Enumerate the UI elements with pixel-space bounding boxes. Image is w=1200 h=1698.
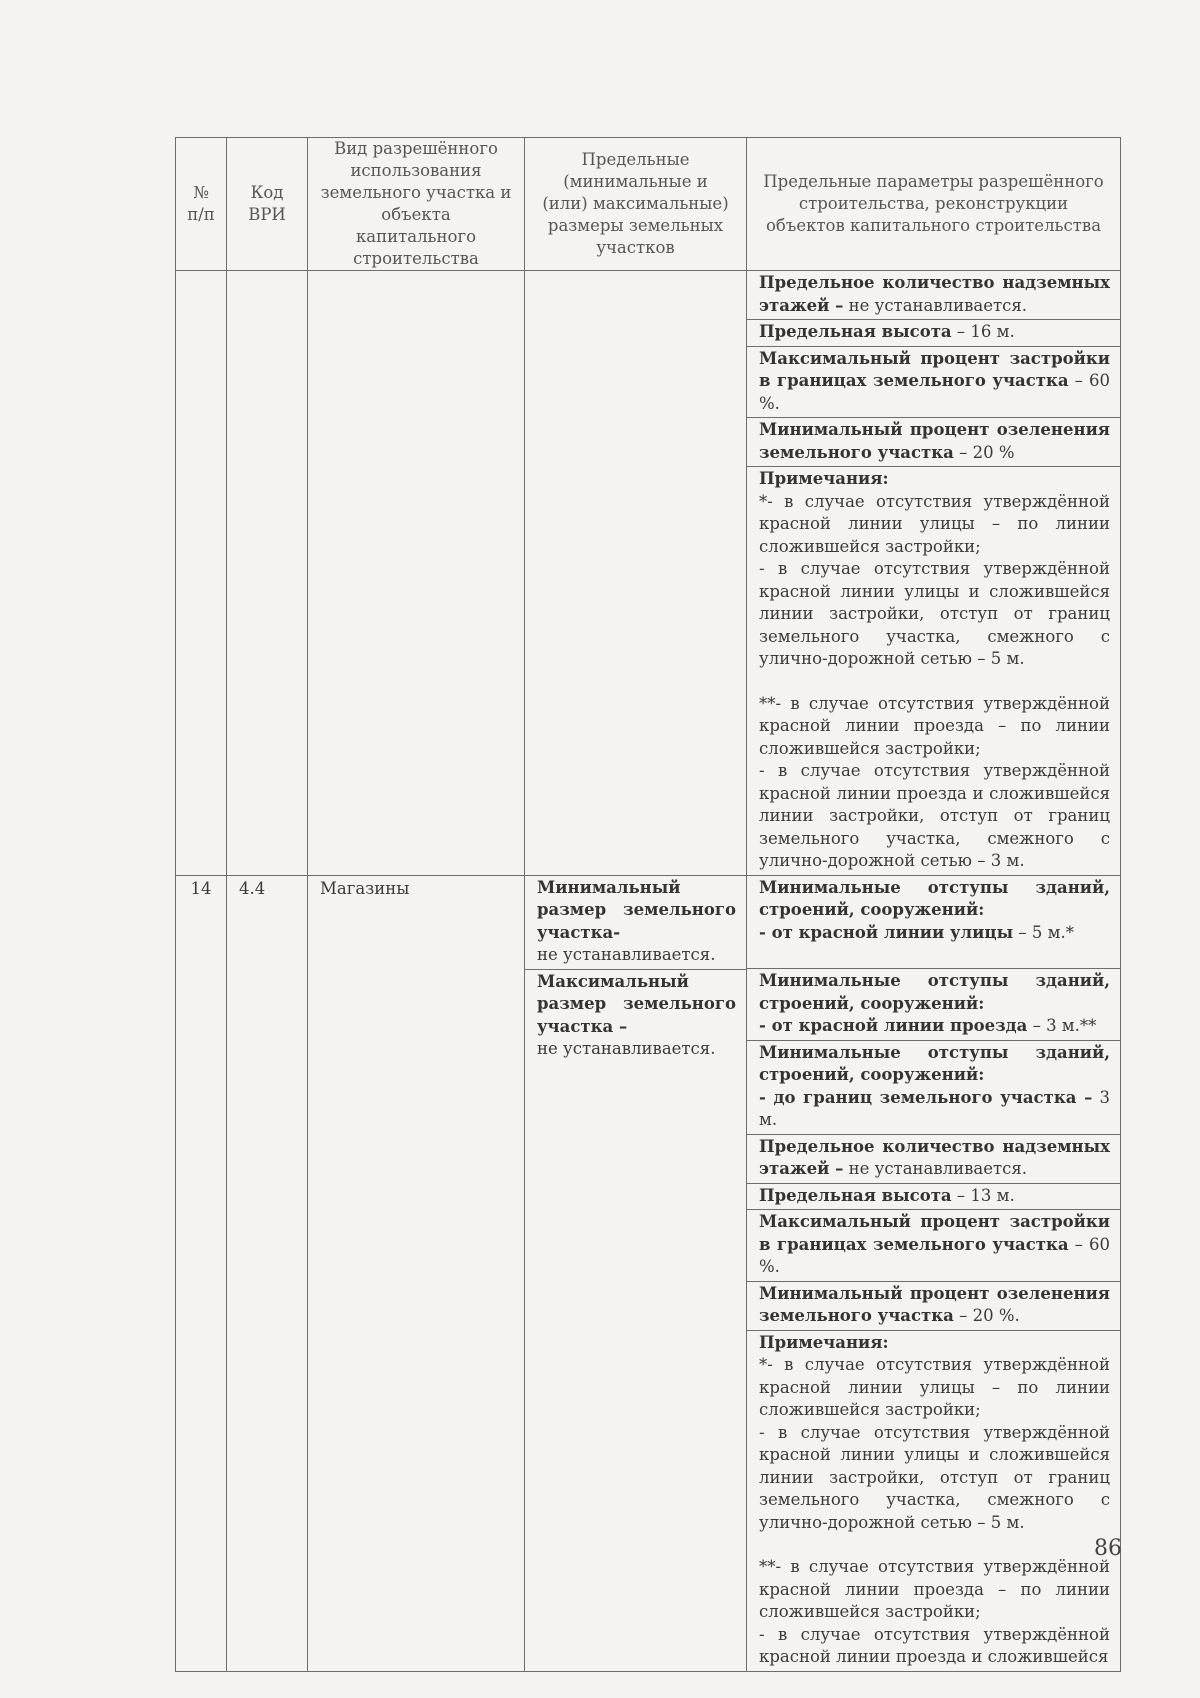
cell-code [227, 271, 308, 876]
notes: Примечания: *- в случае отсутствия утверждённой красной линии улицы – по линии сложившейся застройки; - в случае отсутствия утверждённой красной линии улицы и сложившейся линии застройки, отступ от границ земельного участка, смежного с улично-дорожной сетью – 5 м. **- в случае отсутствия утверждённой красной линии проезда – по линии сложившейся застройки; - в случае отсутствия утверждённой красной линии проезда и сложившейся линии застройки, отступ от границ земельного участка, смежного с улично-дорожной сетью – 3 м. [747, 467, 1120, 875]
param-height: Предельная высота – 13 м. [747, 1184, 1120, 1211]
note-1: *- в случае отсутствия утверждённой красной линии улицы – по линии сложившейся застройки; [759, 1355, 1110, 1419]
cell-num [176, 271, 227, 876]
header-num: № п/п [176, 138, 227, 271]
param-floors: Предельное количество надземных этажей – не устанавливается. [747, 1135, 1120, 1184]
cell-params [747, 271, 1121, 876]
cell-params [747, 875, 1121, 1671]
param-height: Предельная высота – 16 м. [747, 320, 1120, 347]
param-max-coverage: Максимальный процент застройки в границах земельного участка – 60 %. [747, 347, 1120, 419]
note-3: **- в случае отсутствия утверждённой красной линии проезда – по линии сложившейся застройки; [759, 1557, 1110, 1621]
table-header-row [176, 138, 1121, 271]
note-gap [759, 1534, 1110, 1556]
cell-num: 14 [176, 875, 227, 1671]
table-row-continuation [176, 271, 1121, 876]
header-code: Код ВРИ [227, 138, 308, 271]
cell-name: Магазины [308, 875, 525, 1671]
note-4: - в случае отсутствия утверждённой красной линии проезда и сложившейся линии застройки, отступ от границ земельного участка, смежного с улично-дорожной сетью – 3 м. [759, 761, 1110, 870]
setback-driveway: Минимальные отступы зданий, строений, сооружений: - от красной линии проезда – 3 м.** [747, 969, 1120, 1041]
max-size: Максимальный размер земельного участка – не устанавливается. [525, 969, 746, 1063]
notes: Примечания: *- в случае отсутствия утверждённой красной линии улицы – по линии сложившейся застройки; - в случае отсутствия утверждённой красной линии улицы и сложившейся линии застройки, отступ от границ земельного участка, смежного с улично-дорожной сетью – 5 м. **- в случае отсутствия утверждённой красной линии проезда – по линии сложившейся застройки; - в случае отсутствия утверждённой красной линии проезда и сложившейся [747, 1331, 1120, 1671]
param-min-greenery: Минимальный процент озеленения земельного участка – 20 %. [747, 1282, 1120, 1331]
param-floors: Предельное количество надземных этажей – не устанавливается. [747, 271, 1120, 320]
cell-sizes [525, 875, 747, 1671]
note-4: - в случае отсутствия утверждённой красной линии проезда и сложившейся [759, 1624, 1110, 1666]
setback-street: Минимальные отступы зданий, строений, сооружений: - от красной линии улицы – 5 м.* [747, 876, 1120, 970]
table-row-14 [176, 875, 1121, 1671]
note-1: *- в случае отсутствия утверждённой красной линии улицы – по линии сложившейся застройки; [759, 491, 1110, 556]
setback-boundary: Минимальные отступы зданий, строений, сооружений: - до границ земельного участка – 3 м. [747, 1041, 1120, 1135]
header-use-kind: Вид разрешённого использования земельного участка и объекта капитального строительства [308, 138, 525, 271]
min-size: Минимальный размер земельного участка- не устанавливается. [537, 877, 736, 964]
note-3: **- в случае отсутствия утверждённой красной линии проезда – по линии сложившейся застройки; [759, 693, 1110, 758]
cell-sizes [525, 271, 747, 876]
param-min-greenery: Минимальный процент озеленения земельного участка – 20 % [747, 418, 1120, 467]
page-number: 86 [1094, 1536, 1122, 1561]
regulations-table [175, 137, 1121, 1672]
note-2: - в случае отсутствия утверждённой красной линии улицы и сложившейся линии застройки, отступ от границ земельного участка, смежного с улично-дорожной сетью – 5 м. [759, 1422, 1110, 1532]
note-gap [759, 671, 1110, 693]
cell-code: 4.4 [227, 875, 308, 1671]
note-2: - в случае отсутствия утверждённой красной линии улицы и сложившейся линии застройки, отступ от границ земельного участка, смежного с улично-дорожной сетью – 5 м. [759, 559, 1110, 668]
cell-name [308, 271, 525, 876]
param-max-coverage: Максимальный процент застройки в границах земельного участка – 60 %. [747, 1210, 1120, 1282]
header-sizes: Предельные (минимальные и (или) максимальные) размеры земельных участков [525, 138, 747, 271]
header-params: Предельные параметры разрешённого строительства, реконструкции объектов капитального строительства [747, 138, 1121, 271]
